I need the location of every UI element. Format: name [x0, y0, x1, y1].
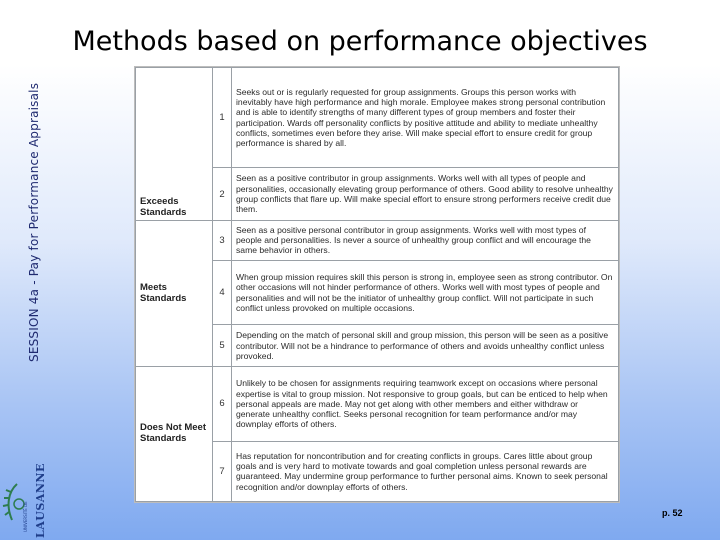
category-exceeds: Exceeds Standards [136, 68, 213, 221]
rating-description: Unlikely to be chosen for assignments requiring teamwork except on occasions where personal expertise is vital to group mission. Not responsive to group goals, but can be enticed to help when personal appeals are made. May not get along with other members and either withdraw or generate unhealthy conflict. Seeks personal recognition for team performance and/or may downplay efforts of others. [232, 367, 619, 441]
category-meets: Meets Standards [136, 220, 213, 367]
rating-number: 5 [213, 325, 232, 367]
page-number: p. 52 [662, 508, 683, 518]
logo-wordmark: LAUSANNE [34, 463, 47, 538]
session-label: SESSION 4a - Pay for Performance Appraisals [27, 82, 41, 362]
table-row [136, 220, 619, 260]
table-row [136, 367, 619, 441]
rating-number: 2 [213, 168, 232, 220]
rating-description: Seen as a positive contributor in group assignments. Works well with all types of people and personalities, occasionally elevating group performance of others. Good ability to resolve unhealthy group conflicts that flare up. Will make special effort to ensure strong performers receive credit due them. [232, 168, 619, 220]
rating-description: Has reputation for noncontribution and for creating conflicts in groups. Cares little about group goals and is very hard to motivate towards and goal completion unless personal rewards are guaranteed. May undermine group performance to further personal aims. Known to seek personal recognition and/or downplay efforts of others. [232, 441, 619, 501]
rating-number: 1 [213, 68, 232, 168]
rating-number: 7 [213, 441, 232, 501]
rating-number: 6 [213, 367, 232, 441]
rating-description: Seen as a positive personal contributor in group assignments. Works well with most types of people and personalities. Is never a source of unhealthy group conflict and will encourage the same behavior in others. [232, 220, 619, 260]
slide-title: Methods based on performance objectives [72, 26, 648, 57]
table-row [136, 68, 619, 168]
rating-description: Seeks out or is regularly requested for group assignments. Groups this person works with inevitably have high performance and high morale. Employee makes strong personal contribution and is able to identify strengths of many different types of group members and foster their participation. Wards off personality conflicts by positive attitude and ability to mediate unhealthy conflicts, sometimes even before they arise. Will make special effort to ensure credit for group performance is shared by all. [232, 68, 619, 168]
rating-description: Depending on the match of personal skill and group mission, this person will be seen as a positive contributor. Will not be a hindrance to performance of others and avoids unhealthy conflict unless provoked. [232, 325, 619, 367]
rating-scale-table [134, 66, 620, 503]
rating-number: 3 [213, 220, 232, 260]
category-does-not-meet: Does Not Meet Standards [136, 367, 213, 502]
rating-number: 4 [213, 260, 232, 324]
rating-description: When group mission requires skill this person is strong in, employee seen as strong contributor. On other occasions will not hinder performance of others. Works well with most types of people and personalities and will not be the initiator of unhealthy group conflict. Will not participate in such conflict unless provoked on multiple occasions. [232, 260, 619, 324]
logo-university-of: UNIVERSITÉ DE [23, 501, 28, 532]
